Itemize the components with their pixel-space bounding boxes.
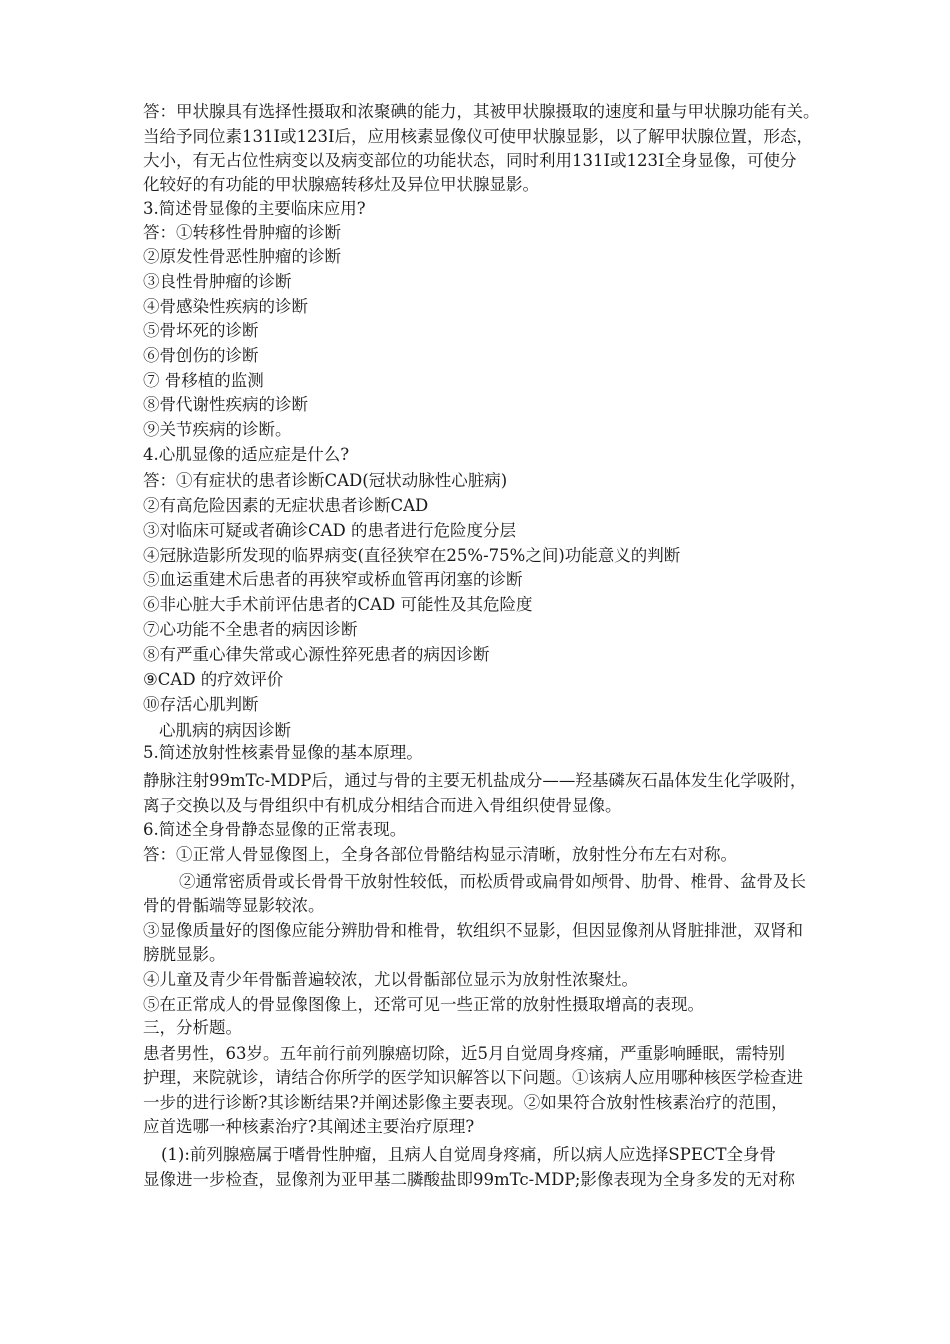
text-line: (1):前列腺癌属于嗜骨性肿瘤，且病人自觉周身疼痛，所以病人应选择SPECT全身骨 — [161, 1145, 777, 1164]
text-line: ④骨感染性疾病的诊断 — [143, 297, 308, 316]
text-line: ③良性骨肿瘤的诊断 — [143, 272, 292, 291]
text-line: 大小，有无占位性病变以及病变部位的功能状态，同时利用131I或123I全身显像，可使分 — [143, 151, 797, 170]
text-line: ④冠脉造影所发现的临界病变(直径狭窄在25%-75%之间)功能意义的判断 — [143, 546, 681, 565]
text-line: ⑦ 骨移植的监测 — [143, 371, 264, 390]
text-line: 膀胱显影。 — [143, 945, 226, 964]
text-line: 显像进一步检查，显像剂为亚甲基二膦酸盐即99mTc-MDP;影像表现为全身多发的无对称 — [143, 1170, 795, 1189]
text-line: 答：①有症状的患者诊断CAD(冠状动脉性心脏病) — [143, 471, 508, 490]
text-line: 离子交换以及与骨组织中有机成分相结合而进入骨组织使骨显像。 — [143, 796, 622, 815]
text-line: ⑦心功能不全患者的病因诊断 — [143, 620, 358, 639]
text-line: 化较好的有功能的甲状腺癌转移灶及异位甲状腺显影。 — [143, 175, 539, 194]
text-line: ⑧有严重心律失常或心源性猝死患者的病因诊断 — [143, 645, 490, 664]
text-line: 答：①转移性骨肿瘤的诊断 — [143, 223, 341, 242]
text-line: 静脉注射99mTc-MDP后，通过与骨的主要无机盐成分——羟基磷灰石晶体发生化学吸附， — [143, 771, 807, 790]
text-line: ⑥骨创伤的诊断 — [143, 346, 259, 365]
text-line: ⑤血运重建术后患者的再狭窄或桥血管再闭塞的诊断 — [143, 570, 523, 589]
text-line: ③对临床可疑或者确诊CAD 的患者进行危险度分层 — [143, 521, 517, 540]
question-heading: 三，分析题。 — [143, 1018, 242, 1037]
text-line: ④儿童及青少年骨骺普遍较浓，尤以骨骺部位显示为放射性浓聚灶。 — [143, 970, 638, 989]
text-line: ⑨CAD 的疗效评价 — [143, 670, 284, 689]
text-line: 答：甲状腺具有选择性摄取和浓聚碘的能力，其被甲状腺摄取的速度和量与甲状腺功能有关。 — [143, 102, 820, 121]
text-line: ⑨关节疾病的诊断。 — [143, 420, 292, 439]
text-line: 护理，来院就诊，请结合你所学的医学知识解答以下问题。①该病人应用哪种核医学检查进 — [143, 1068, 803, 1087]
question-heading: 4.心肌显像的适应症是什么? — [143, 445, 350, 464]
text-line: ②原发性骨恶性肿瘤的诊断 — [143, 247, 341, 266]
text-line: 答：①正常人骨显像图上，全身各部位骨骼结构显示清晰，放射性分布左右对称。 — [143, 845, 737, 864]
question-heading: 6.简述全身骨静态显像的正常表现。 — [143, 820, 407, 839]
text-line: ⑧骨代谢性疾病的诊断 — [143, 395, 308, 414]
text-line: 当给予同位素131I或123I后，应用核素显像仪可使甲状腺显影，以了解甲状腺位置，形态， — [143, 127, 814, 146]
text-line: 骨的骨骺端等显影较浓。 — [143, 896, 325, 915]
text-line: ②有高危险因素的无症状患者诊断CAD — [143, 496, 429, 515]
text-line: 应首选哪一种核素治疗?其阐述主要治疗原理? — [143, 1117, 475, 1136]
text-line: ⑥非心脏大手术前评估患者的CAD 可能性及其危险度 — [143, 595, 533, 614]
text-line: ⑩存活心肌判断 — [143, 695, 259, 714]
text-line: ③显像质量好的图像应能分辨肋骨和椎骨，软组织不显影，但因显像剂从肾脏排泄，双肾和 — [143, 921, 803, 940]
text-line: 心肌病的病因诊断 — [159, 721, 291, 740]
text-line: ⑤在正常成人的骨显像图像上，还常可见一些正常的放射性摄取增高的表现。 — [143, 995, 704, 1014]
text-line: ⑤骨坏死的诊断 — [143, 321, 259, 340]
question-heading: 3.简述骨显像的主要临床应用? — [143, 199, 366, 218]
text-line: 患者男性，63岁。五年前行前列腺癌切除，近5月自觉周身疼痛，严重影响睡眠，需特别 — [143, 1044, 785, 1063]
text-line: ②通常密质骨或长骨骨干放射性较低，而松质骨或扁骨如颅骨、肋骨、椎骨、盆骨及长 — [179, 872, 806, 891]
question-heading: 5.简述放射性核素骨显像的基本原理。 — [143, 743, 423, 762]
text-line: 一步的进行诊断?其诊断结果?并阐述影像主要表现。②如果符合放射性核素治疗的范围， — [143, 1093, 788, 1112]
